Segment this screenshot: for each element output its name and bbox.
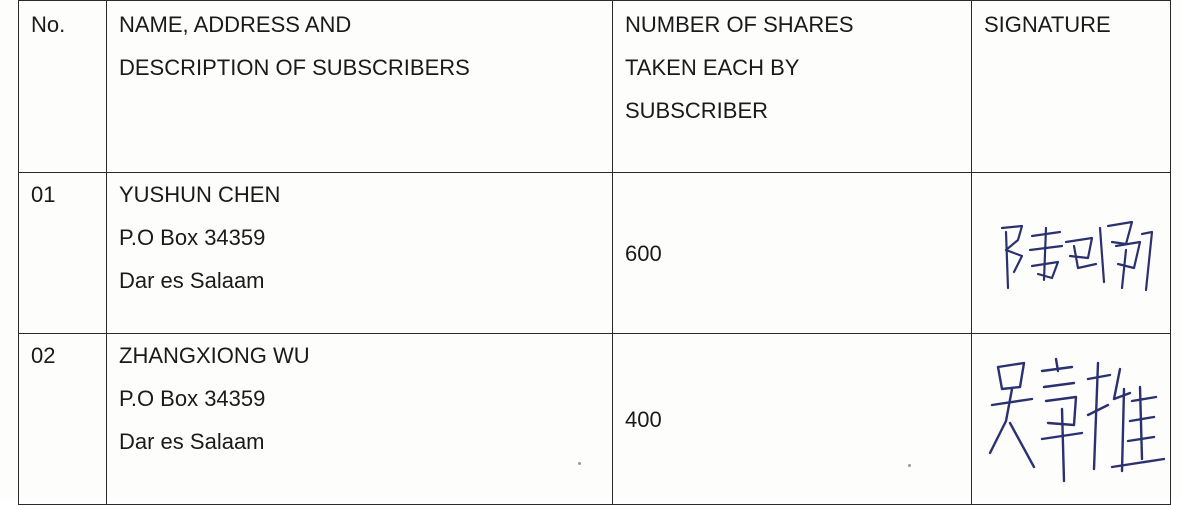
subscriber-address-line1: P.O Box 34359 [119, 386, 266, 411]
subscriber-name: ZHANGXIONG WU [119, 343, 310, 368]
header-signature [972, 1, 1171, 173]
row-signature-cell [972, 334, 1171, 505]
row-shares-cell [613, 334, 972, 505]
row-signature-cell [972, 173, 1171, 334]
subscriber-address-line2: Dar es Salaam [119, 429, 265, 454]
row-name-cell [107, 173, 613, 334]
row-shares-cell [613, 173, 972, 334]
shares-count: 600 [625, 240, 662, 266]
row-no-cell [19, 334, 107, 505]
shares-count: 400 [625, 406, 662, 432]
row-no: 02 [31, 343, 56, 368]
subscribers-table [18, 0, 1171, 505]
header-name-line2: DESCRIPTION OF SUBSCRIBERS [119, 55, 470, 80]
header-name-line1: NAME, ADDRESS AND [119, 12, 352, 37]
header-no-label: No. [31, 12, 66, 37]
subscriber-address-line1: P.O Box 34359 [119, 225, 266, 250]
handwritten-signature [992, 198, 1162, 308]
header-no [19, 1, 107, 173]
row-name-cell [107, 334, 613, 505]
header-shares-line1: NUMBER OF SHARES [625, 12, 854, 37]
header-shares [613, 1, 972, 173]
row-no-cell [19, 173, 107, 334]
header-shares-line2: TAKEN EACH BY [625, 55, 800, 80]
table-header-row [19, 1, 1171, 173]
subscriber-address-line2: Dar es Salaam [119, 268, 265, 293]
table-row [19, 173, 1171, 334]
header-shares-line3: SUBSCRIBER [625, 98, 769, 123]
scan-speck [908, 464, 911, 467]
scan-speck [578, 462, 581, 465]
row-no: 01 [31, 182, 56, 207]
header-name [107, 1, 613, 173]
header-signature-label: SIGNATURE [984, 12, 1111, 37]
handwritten-signature [984, 349, 1170, 489]
subscriber-name: YUSHUN CHEN [119, 182, 281, 207]
table-row [19, 334, 1171, 505]
